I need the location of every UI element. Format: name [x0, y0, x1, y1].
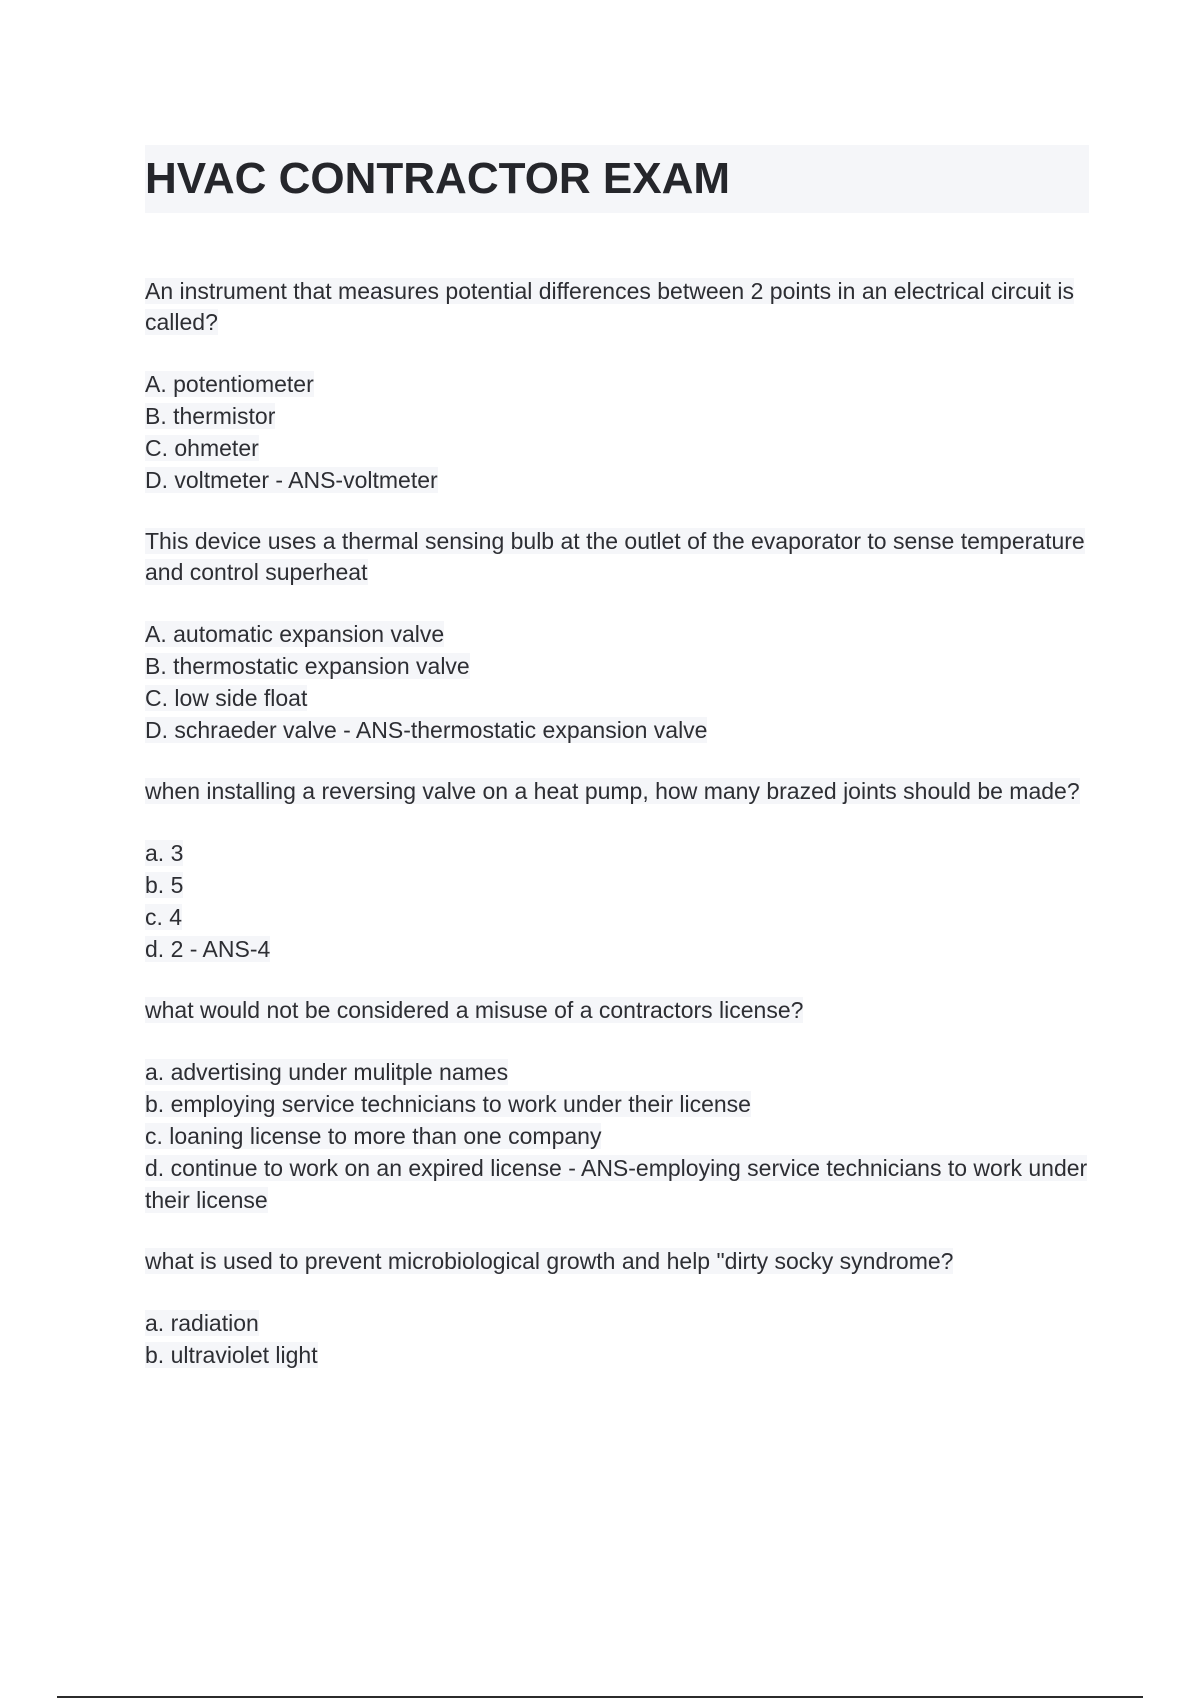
question-block: [145, 276, 1090, 496]
question-text: when installing a reversing valve on a heat pump, how many brazed joints should be made?: [145, 778, 1080, 804]
question-text: what is used to prevent microbiological growth and help "dirty socky syndrome?: [145, 1248, 954, 1274]
option-item: D. schraeder valve - ANS-thermostatic expansion valve: [145, 717, 708, 743]
question-text: what would not be considered a misuse of a contractors license?: [145, 997, 804, 1023]
option-list: [145, 618, 1090, 746]
question-block: [145, 1246, 1090, 1371]
option-item: b. ultraviolet light: [145, 1342, 318, 1368]
option-item: a. radiation: [145, 1310, 259, 1336]
option-item: a. advertising under mulitple names: [145, 1059, 509, 1085]
question-block: [145, 526, 1090, 746]
question-block: [145, 776, 1090, 965]
option-item: c. 4: [145, 904, 183, 930]
question-text: An instrument that measures potential differences between 2 points in an electrical circuit is called?: [145, 278, 1075, 335]
option-item: C. ohmeter: [145, 435, 259, 461]
option-item: D. voltmeter - ANS-voltmeter: [145, 467, 438, 493]
option-item: b. 5: [145, 872, 184, 898]
option-item: a. 3: [145, 840, 184, 866]
option-list: [145, 1056, 1090, 1216]
option-item: B. thermostatic expansion valve: [145, 653, 470, 679]
option-list: [145, 1307, 1090, 1371]
document-title: HVAC CONTRACTOR EXAM: [145, 154, 731, 203]
option-item: C. low side float: [145, 685, 308, 711]
option-list: [145, 837, 1090, 965]
question-block: [145, 995, 1090, 1216]
option-item: d. 2 - ANS-4: [145, 936, 271, 962]
footer-divider: [57, 1696, 1143, 1698]
option-item: b. employing service technicians to work under their license: [145, 1091, 751, 1117]
option-item: A. potentiometer: [145, 371, 314, 397]
option-list: [145, 368, 1090, 496]
option-item: d. continue to work on an expired license - ANS-employing service technicians to work under their license: [145, 1155, 1088, 1213]
option-item: A. automatic expansion valve: [145, 621, 445, 647]
option-item: B. thermistor: [145, 403, 276, 429]
question-text: This device uses a thermal sensing bulb at the outlet of the evaporator to sense temperature and control superheat: [145, 528, 1085, 585]
option-item: c. loaning license to more than one company: [145, 1123, 602, 1149]
question-list: [145, 276, 1090, 1401]
